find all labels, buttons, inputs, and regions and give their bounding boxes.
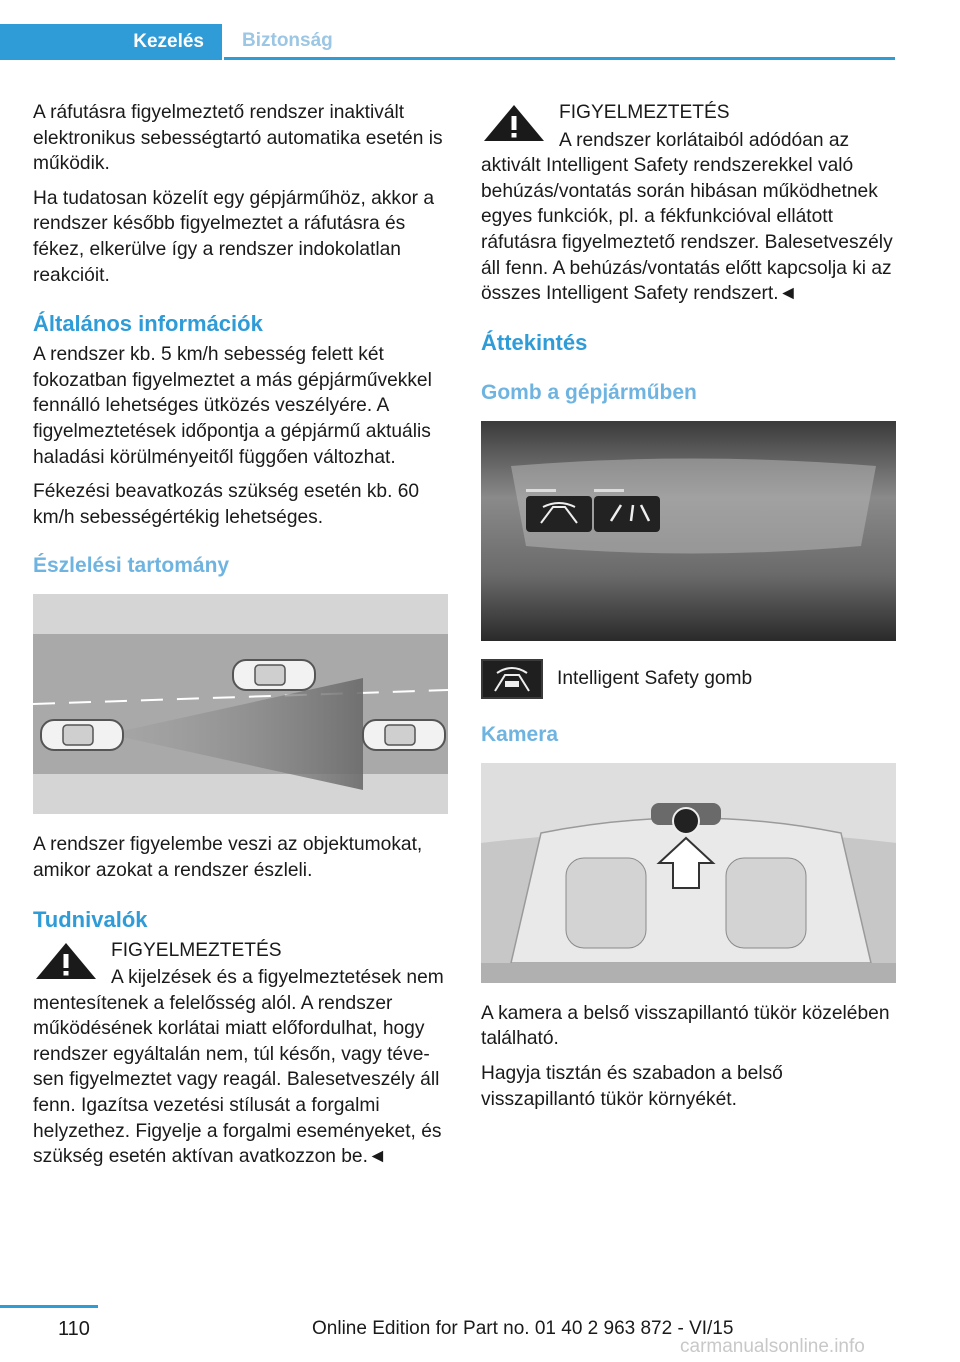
paragraph: A rendszer kb. 5 km/h sebesség felett két fokozatban figyelmeztet a más gépjárművekkel fennálló lehetséges ütközés veszélyére. A figyelmeztetések időpontja a gépjármű aktuális haladási körülményeitől függően változhat.: [33, 344, 432, 468]
edition-note: Online Edition for Part no. 01 40 2 963 872 - VI/15: [312, 1318, 734, 1339]
tab-biztonsag[interactable]: [224, 24, 895, 60]
heading-overview: Áttekintés: [481, 329, 588, 355]
intelligent-safety-button: [526, 496, 592, 532]
left-column: [33, 100, 453, 1178]
detection-range-figure: [33, 594, 448, 814]
detection-range-illustration: [33, 594, 448, 814]
tab-biztonsag-label: Biztonság: [242, 30, 333, 51]
camera-icon: [673, 808, 699, 834]
button-legend: [481, 659, 901, 699]
watermark: carmanualsonline.info: [680, 1336, 865, 1357]
tab-kezeles-label: Kezelés: [133, 31, 204, 52]
page-number: 110: [58, 1318, 90, 1340]
warning-title: FIGYELMEZTETÉS: [111, 939, 282, 961]
right-column: [481, 100, 901, 1121]
paragraph: Hagyja tisztán és szabadon a belső visszapillantó tükör környékét.: [481, 1062, 783, 1110]
paragraph: A ráfutásra figyelmeztető rendszer inaktivált elektronikus sebességtartó automatika esetén is működik.: [33, 102, 443, 175]
camera-photo: [481, 763, 896, 983]
car-icon: [41, 720, 123, 750]
warning-triangle-icon: [481, 102, 547, 144]
lane-departure-button: [594, 496, 660, 532]
heading-detection-range: Észlelési tartomány: [33, 554, 230, 578]
tab-kezeles[interactable]: [0, 24, 222, 60]
paragraph: Fékezési beavatkozás szükség esetén kb. 60 km/h sebességértékig lehetséges.: [33, 481, 420, 528]
car-icon: [233, 660, 315, 690]
footer-accent-line: [0, 1305, 98, 1308]
warning-block: [481, 100, 901, 307]
heading-general-info: Általános információk: [33, 311, 263, 337]
warning-title: FIGYELMEZTETÉS: [559, 102, 730, 123]
car-icon: [363, 720, 445, 750]
button-photo: [481, 421, 896, 641]
header-tabs: [0, 0, 895, 62]
warning-text: A rendszer korlátaiból adódóan az aktivált Intelligent Safety rendszerekkel való behúzás/vontatás során hibásan működhetnek egyes funkciók, pl. a fékfunkcióval ellátott ráfutásra figyelmeztető rendszer. Balesetveszély áll fenn. A behúzás/vontatás előtt kapcsolja ki az összes Intelligent Safety rendszert.◄: [481, 129, 893, 305]
warning-block: [33, 938, 453, 1170]
warning-triangle-icon: [33, 940, 99, 982]
camera-interior-illustration: [481, 763, 896, 983]
heading-camera: Kamera: [481, 722, 559, 746]
paragraph: Ha tudatosan közelít egy gépjárműhöz, akkor a rendszer később figyelmeztet a ráfutásra és fékez, elkerülve így a rendszer indokolatlan reakcióit.: [33, 187, 435, 286]
paragraph: A kamera a belső visszapillantó tükör közelében található.: [481, 1002, 890, 1050]
warning-text: A kijelzések és a figyelmeztetések nem mentesítenek a felelősség alól. A rendszer működésének korlátai miatt előfordulhat, hogy rendszer egyáltalán nem, túl későn, vagy tévesen figyelmeztet vagy reagál. Balesetveszély áll fenn. Igazítsa vezetési stílusát a forgalmi helyzethez. Figyelje a forgalmi eseményeket, és szükség esetén aktívan avatkozzon be.◄: [33, 967, 444, 1168]
paragraph: A rendszer figyelembe veszi az objektumokat, amikor azokat a rendszer észleli.: [33, 834, 423, 881]
intelligent-safety-icon: [481, 659, 543, 699]
heading-notes: Tudnivalók: [33, 906, 148, 932]
button-legend-label: Intelligent Safety gomb: [557, 667, 753, 689]
button-panel-illustration: [481, 421, 896, 641]
heading-button-in-vehicle: Gomb a gépjárműben: [481, 380, 697, 404]
